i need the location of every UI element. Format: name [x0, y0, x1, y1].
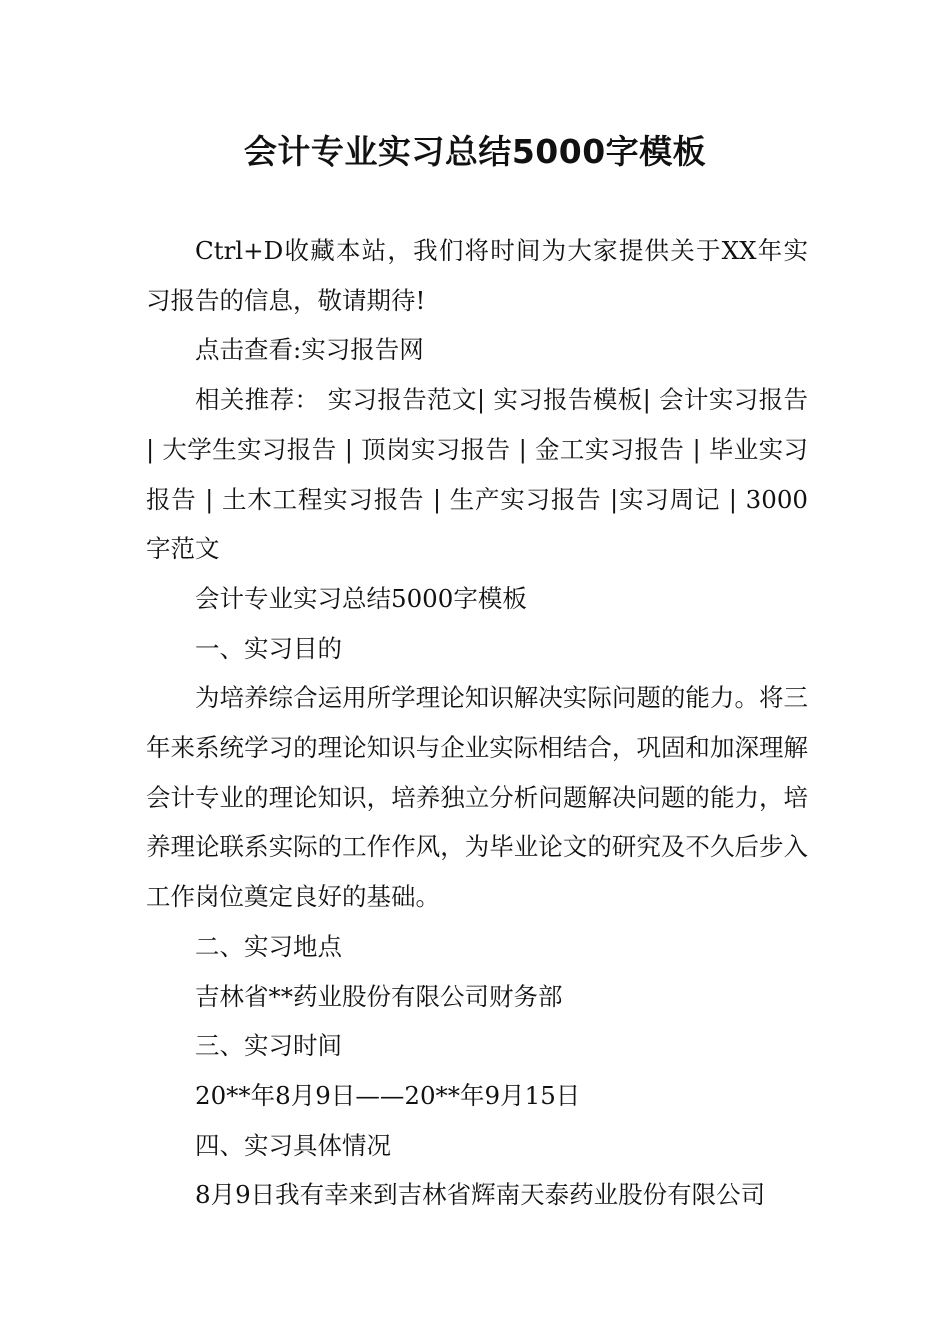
- paragraph-purpose: 为培养综合运用所学理论知识解决实际问题的能力。将三年来系统学习的理论知识与企业实际相结合，巩固和加深理解会计专业的理论知识，培养独立分析问题解决问题的能力，培养理论联系实际的工作作风，为毕业论文的研究及不久后步入工作岗位奠定良好的基础。: [146, 683, 808, 912]
- paragraph-intro: Ctrl+D收藏本站，我们将时间为大家提供关于XX年实习报告的信息，敬请期待!: [146, 236, 808, 315]
- section-heading-time: 三、实习时间: [195, 1031, 342, 1061]
- section-heading-purpose: 一、实习目的: [195, 633, 342, 663]
- paragraph-related-links: 相关推荐： 实习报告范文| 实习报告模板| 会计实习报告 | 大学生实习报告 | 顶岗实习报告 | 金工实习报告 | 毕业实习报告 | 土木工程实习报告 | 生产实习报告 |实习周记 | 3000字范文: [146, 385, 808, 564]
- paragraph-details: 8月9日我有幸来到吉林省辉南天泰药业股份有限公司: [195, 1180, 766, 1210]
- document-title: 会计专业实习总结5000字模板: [243, 132, 707, 171]
- paragraph-view-link: 点击查看:实习报告网: [195, 335, 424, 365]
- section-heading-details: 四、实习具体情况: [195, 1130, 391, 1160]
- paragraph-subtitle: 会计专业实习总结5000字模板: [195, 583, 527, 613]
- paragraph-location: 吉林省**药业股份有限公司财务部: [195, 981, 563, 1011]
- document-body: [146, 226, 808, 1220]
- paragraph-time: 20**年8月9日——20**年9月15日: [195, 1080, 581, 1110]
- section-heading-location: 二、实习地点: [195, 931, 342, 961]
